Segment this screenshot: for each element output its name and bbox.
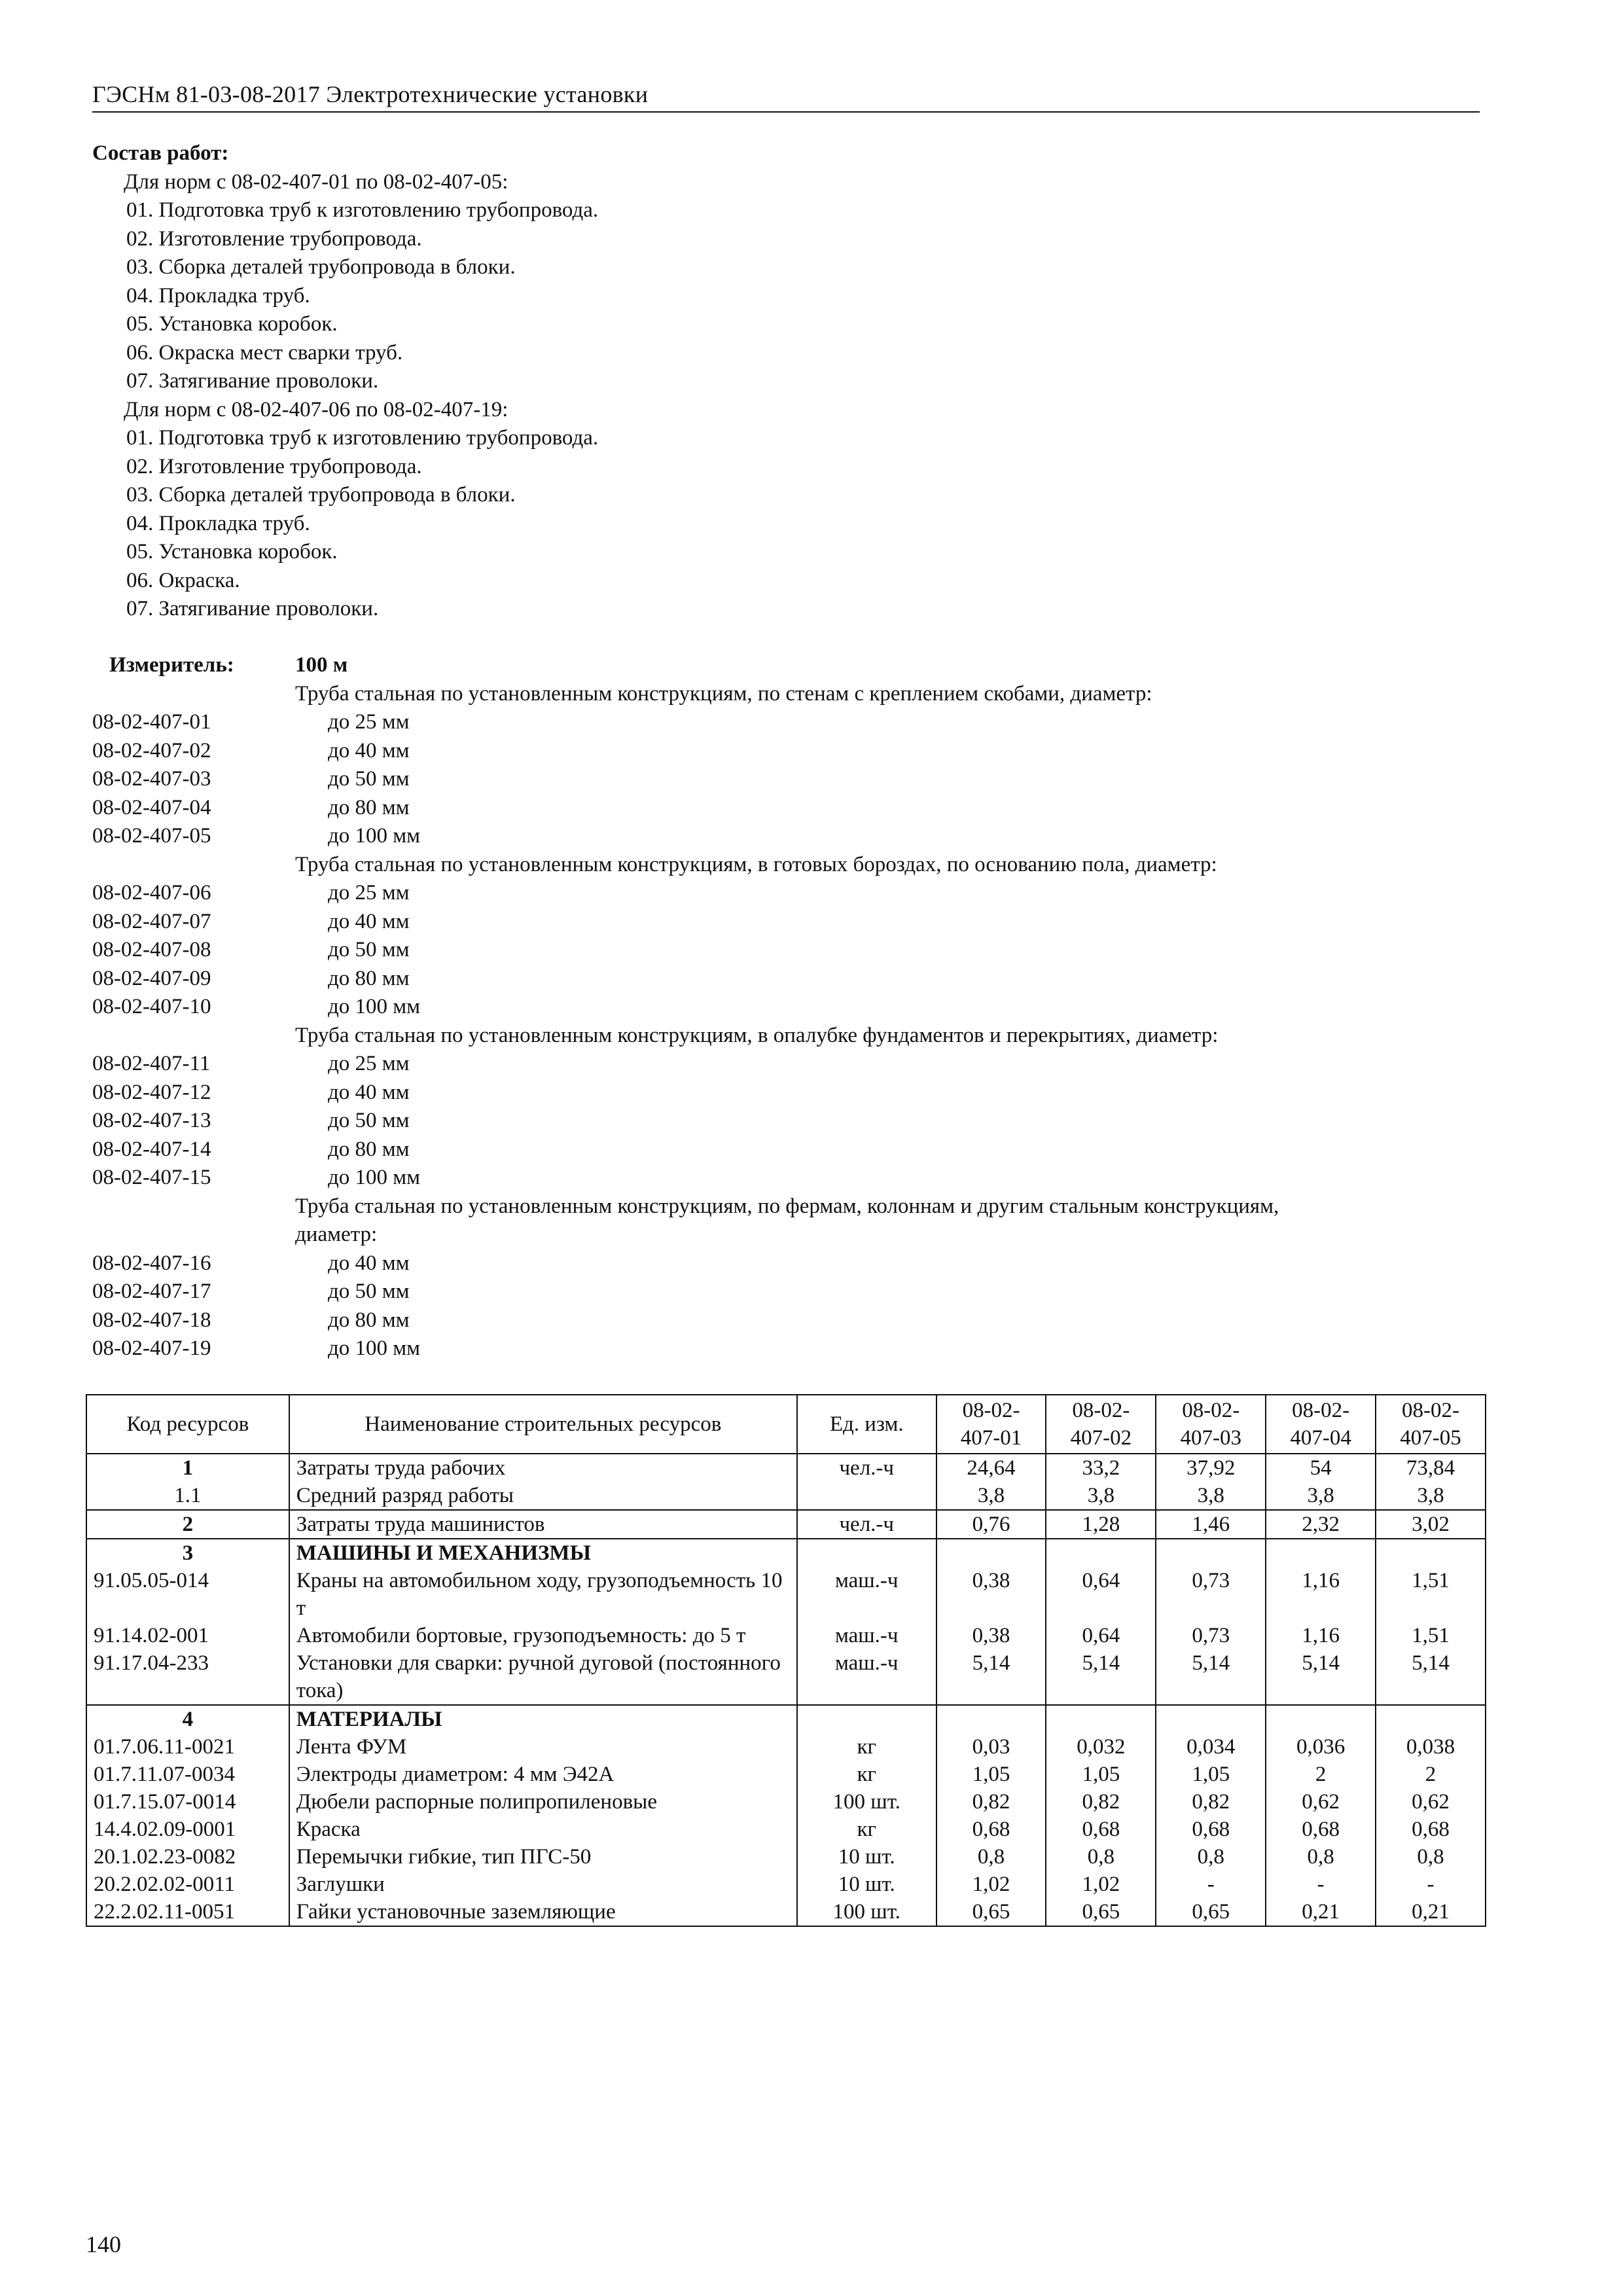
resource-value: 3,8	[1376, 1482, 1486, 1510]
resource-value: 0,21	[1266, 1898, 1376, 1926]
norm-row	[92, 1107, 1480, 1136]
resource-value: 0,64	[1046, 1622, 1156, 1649]
norm-row	[92, 965, 1480, 994]
resource-name: МАТЕРИАЛЫ	[289, 1705, 797, 1733]
resources-table	[86, 1394, 1486, 1927]
resources-body	[86, 1454, 1486, 1926]
work-step: 06. Окраска.	[126, 568, 240, 592]
resource-value: 0,8	[936, 1843, 1046, 1871]
resource-value: 0,8	[1376, 1843, 1486, 1871]
resource-value	[1046, 1539, 1156, 1567]
resource-value	[1266, 1705, 1376, 1733]
resource-value	[936, 1539, 1046, 1567]
work-step: 06. Окраска мест сварки труб.	[126, 340, 403, 365]
norm-code: 08-02-407-05	[92, 824, 211, 848]
resource-value	[1266, 1539, 1376, 1567]
resource-value: 0,82	[1046, 1788, 1156, 1816]
work-step: 07. Затягивание проволоки.	[126, 597, 379, 620]
table-row	[86, 1871, 1486, 1898]
resource-code: 4	[86, 1705, 289, 1733]
norm-code: 08-02-407-19	[92, 1336, 211, 1360]
norm-code: 08-02-407-18	[92, 1308, 211, 1332]
norm-code: 08-02-407-11	[92, 1052, 211, 1075]
resource-unit: кг	[797, 1761, 936, 1788]
resource-value: 2	[1266, 1761, 1376, 1788]
norm-row	[92, 708, 1480, 737]
resource-value	[1156, 1539, 1266, 1567]
resource-unit: 10 шт.	[797, 1871, 936, 1898]
resource-name: Заглушки	[289, 1871, 797, 1898]
resource-value: 0,8	[1156, 1843, 1266, 1871]
resource-value: 0,82	[1156, 1788, 1266, 1816]
resource-name: Краны на автомобильном ходу, грузоподъемность 10 т	[289, 1567, 797, 1622]
resource-unit: 100 шт.	[797, 1898, 936, 1926]
measure-group-spacer	[92, 680, 295, 709]
resource-code: 01.7.11.07-0034	[86, 1761, 289, 1788]
norm-diameter: до 50 мм	[328, 938, 410, 961]
norm-diameter: до 50 мм	[328, 1109, 410, 1132]
resource-code: 91.05.05-014	[86, 1567, 289, 1622]
work-composition	[92, 139, 1480, 624]
work-step: 02. Изготовление трубопровода.	[126, 226, 422, 251]
table-row	[86, 1567, 1486, 1622]
resource-value: 0,65	[1156, 1898, 1266, 1926]
norm-diameter: до 25 мм	[328, 881, 410, 905]
resource-value: 0,032	[1046, 1733, 1156, 1761]
header-norm-5: 08-02- 407-05	[1376, 1395, 1486, 1454]
resource-unit: маш.-ч	[797, 1649, 936, 1705]
measure-unit-row	[92, 651, 1480, 680]
resource-value: 3,8	[1156, 1482, 1266, 1510]
resource-value: 0,64	[1046, 1567, 1156, 1622]
work-step: 05. Установка коробок.	[126, 312, 338, 336]
header-norm-3: 08-02- 407-03	[1156, 1395, 1266, 1454]
resource-value: 1,02	[1046, 1871, 1156, 1898]
norm-diameter: до 80 мм	[328, 1308, 410, 1332]
document-title: ГЭСНм 81-03-08-2017 Электротехнические установки	[92, 81, 649, 107]
norm-row	[92, 765, 1480, 794]
norm-row	[92, 1050, 1480, 1079]
resource-name: Гайки установочные заземляющие	[289, 1898, 797, 1926]
norm-diameter: до 40 мм	[328, 738, 410, 762]
resource-value: 0,68	[1046, 1816, 1156, 1843]
resource-value: 1,05	[936, 1761, 1046, 1788]
resource-value: 0,65	[1046, 1898, 1156, 1926]
resource-value: 0,76	[936, 1510, 1046, 1539]
norm-diameter: до 25 мм	[328, 1052, 410, 1075]
work-step: 04. Прокладка труб.	[126, 283, 310, 308]
table-row	[86, 1539, 1486, 1567]
measure-group-title-row	[92, 680, 1480, 709]
resource-name: Перемычки гибкие, тип ПГС-50	[289, 1843, 797, 1871]
resource-name: Автомобили бортовые, грузоподъемность: до 5 т	[289, 1622, 797, 1649]
norm-row	[92, 1136, 1480, 1164]
header-norm-1: 08-02- 407-01	[936, 1395, 1046, 1454]
table-row	[86, 1622, 1486, 1649]
measure-group-title-cont: диаметр:	[295, 1223, 378, 1246]
resource-code: 91.14.02-001	[86, 1622, 289, 1649]
resource-code: 1.1	[86, 1482, 289, 1510]
page-header	[92, 79, 1480, 113]
table-row	[86, 1510, 1486, 1539]
resource-name: Средний разряд работы	[289, 1482, 797, 1510]
resource-value: 0,036	[1266, 1733, 1376, 1761]
norm-code: 08-02-407-01	[92, 710, 211, 734]
measure-group-spacer	[92, 1022, 295, 1050]
resource-name: Установки для сварки: ручной дуговой (постоянного тока)	[289, 1649, 797, 1705]
resource-unit	[797, 1482, 936, 1510]
resource-unit	[797, 1539, 936, 1567]
table-row	[86, 1454, 1486, 1482]
norm-row	[92, 1306, 1480, 1335]
resource-value: 5,14	[1266, 1649, 1376, 1705]
resource-value: 2	[1376, 1761, 1486, 1788]
resource-value: 0,038	[1376, 1733, 1486, 1761]
resource-unit	[797, 1705, 936, 1733]
resource-value: 1,05	[1046, 1761, 1156, 1788]
resource-unit: 100 шт.	[797, 1788, 936, 1816]
resource-value: 5,14	[1046, 1649, 1156, 1705]
measure-group-title-row	[92, 1193, 1480, 1221]
norm-code: 08-02-407-17	[92, 1280, 211, 1303]
measure-group-title: Труба стальная по установленным конструкциям, в готовых бороздах, по основанию пола, диаметр:	[295, 852, 1217, 876]
norm-row	[92, 737, 1480, 766]
work-step: 05. Установка коробок.	[126, 540, 338, 564]
resource-value: 3,8	[1046, 1482, 1156, 1510]
norm-code: 08-02-407-07	[92, 909, 211, 933]
resource-value: 0,21	[1376, 1898, 1486, 1926]
resource-value: 54	[1266, 1454, 1376, 1482]
resource-unit: маш.-ч	[797, 1622, 936, 1649]
measure-group-title-row	[92, 1022, 1480, 1050]
norm-code: 08-02-407-04	[92, 795, 211, 819]
work-step: 01. Подготовка труб к изготовлению трубопровода.	[126, 426, 599, 450]
norm-row	[92, 794, 1480, 823]
resource-code: 1	[86, 1454, 289, 1482]
resource-value: 0,68	[936, 1816, 1046, 1843]
resource-name: Краска	[289, 1816, 797, 1843]
norm-row	[92, 1335, 1480, 1363]
work-step: 02. Изготовление трубопровода.	[126, 454, 422, 478]
norm-code: 08-02-407-02	[92, 738, 211, 762]
header-unit: Ед. изм.	[797, 1395, 936, 1454]
resource-value: 0,62	[1376, 1788, 1486, 1816]
norm-row	[92, 993, 1480, 1022]
resource-code: 2	[86, 1510, 289, 1539]
resource-value: 5,14	[936, 1649, 1046, 1705]
resource-value: 0,034	[1156, 1733, 1266, 1761]
resource-value: 5,14	[1156, 1649, 1266, 1705]
norm-row	[92, 879, 1480, 908]
measure-group-spacer	[92, 851, 295, 880]
norm-diameter: до 50 мм	[328, 767, 410, 791]
norm-code: 08-02-407-13	[92, 1109, 211, 1132]
measure-group-title: Труба стальная по установленным конструкциям, по фермам, колоннам и другим стальным конструкциям,	[295, 1194, 1279, 1218]
work-step: 03. Сборка деталей трубопровода в блоки.	[126, 483, 516, 507]
norm-diameter: до 40 мм	[328, 1251, 410, 1275]
header-code: Код ресурсов	[86, 1395, 289, 1454]
measure-group-title-row	[92, 851, 1480, 880]
resource-value: 1,51	[1376, 1567, 1486, 1622]
resource-value: 3,8	[1266, 1482, 1376, 1510]
resource-value: 0,73	[1156, 1567, 1266, 1622]
resource-value: 33,2	[1046, 1454, 1156, 1482]
resource-code: 20.2.02.02-0011	[86, 1871, 289, 1898]
resource-value	[936, 1705, 1046, 1733]
resource-name: Электроды диаметром: 4 мм Э42А	[289, 1761, 797, 1788]
work-step: 01. Подготовка труб к изготовлению трубопровода.	[126, 198, 599, 222]
norm-code: 08-02-407-03	[92, 767, 211, 791]
resource-code: 3	[86, 1539, 289, 1567]
resource-value: 0,62	[1266, 1788, 1376, 1816]
resource-value: 0,68	[1156, 1816, 1266, 1843]
resource-value	[1376, 1539, 1486, 1567]
resource-value	[1376, 1705, 1486, 1733]
resource-value: 1,28	[1046, 1510, 1156, 1539]
resource-value: 0,73	[1156, 1622, 1266, 1649]
header-norm-2: 08-02- 407-02	[1046, 1395, 1156, 1454]
norm-row	[92, 1278, 1480, 1306]
resource-value: 1,46	[1156, 1510, 1266, 1539]
table-row	[86, 1733, 1486, 1761]
resource-value: 0,8	[1266, 1843, 1376, 1871]
norm-row	[92, 1079, 1480, 1107]
resource-name: Дюбели распорные полипропиленовые	[289, 1788, 797, 1816]
table-row	[86, 1761, 1486, 1788]
resource-code: 01.7.06.11-0021	[86, 1733, 289, 1761]
resource-value: 1,02	[936, 1871, 1046, 1898]
table-row	[86, 1898, 1486, 1926]
table-row	[86, 1816, 1486, 1843]
resource-value: 2,32	[1266, 1510, 1376, 1539]
resource-value: 0,38	[936, 1622, 1046, 1649]
norm-row	[92, 908, 1480, 937]
resource-unit: 10 шт.	[797, 1843, 936, 1871]
header-norm-4: 08-02- 407-04	[1266, 1395, 1376, 1454]
resource-value: 0,38	[936, 1567, 1046, 1622]
measure-section	[92, 651, 1480, 1363]
norm-diameter: до 80 мм	[328, 966, 410, 990]
resource-value: 3,02	[1376, 1510, 1486, 1539]
measure-group-title: Труба стальная по установленным конструкциям, в опалубке фундаментов и перекрытиях, диаметр:	[295, 1023, 1219, 1047]
norm-diameter: до 80 мм	[328, 795, 410, 819]
resource-value: 0,68	[1376, 1816, 1486, 1843]
norm-diameter: до 100 мм	[328, 1336, 421, 1360]
resource-value: 0,68	[1266, 1816, 1376, 1843]
resource-value: -	[1266, 1871, 1376, 1898]
measure-unit: 100 м	[295, 653, 348, 677]
measure-group-spacer	[92, 1221, 295, 1249]
work-range: Для норм с 08-02-407-01 по 08-02-407-05:	[124, 170, 508, 194]
measure-group-title: Труба стальная по установленным конструкциям, по стенам с креплением скобами, диаметр:	[295, 681, 1152, 706]
norm-code: 08-02-407-15	[92, 1166, 211, 1189]
measure-group-spacer	[92, 1193, 295, 1221]
resource-value	[1046, 1705, 1156, 1733]
resource-value	[1156, 1705, 1266, 1733]
resource-value: 73,84	[1376, 1454, 1486, 1482]
norm-row	[92, 936, 1480, 965]
work-step: 04. Прокладка труб.	[126, 511, 310, 535]
resource-value: 5,14	[1376, 1649, 1486, 1705]
resource-code: 20.1.02.23-0082	[86, 1843, 289, 1871]
table-row	[86, 1482, 1486, 1510]
work-range: Для норм с 08-02-407-06 по 08-02-407-19:	[124, 397, 508, 422]
table-header-row	[86, 1395, 1486, 1454]
resource-code: 01.7.15.07-0014	[86, 1788, 289, 1816]
norm-code: 08-02-407-14	[92, 1137, 211, 1161]
resource-code: 91.17.04-233	[86, 1649, 289, 1705]
resource-value: -	[1156, 1871, 1266, 1898]
resource-value: 1,05	[1156, 1761, 1266, 1788]
resource-value: 37,92	[1156, 1454, 1266, 1482]
resource-code: 22.2.02.11-0051	[86, 1898, 289, 1926]
measure-label: Измеритель:	[109, 653, 234, 677]
norm-code: 08-02-407-12	[92, 1080, 211, 1104]
norm-diameter: до 50 мм	[328, 1280, 410, 1303]
resource-unit: кг	[797, 1816, 936, 1843]
table-row	[86, 1843, 1486, 1871]
resource-value: 24,64	[936, 1454, 1046, 1482]
work-composition-heading: Состав работ:	[92, 141, 229, 165]
table-row	[86, 1705, 1486, 1733]
norm-code: 08-02-407-06	[92, 881, 211, 905]
resource-value: 1,16	[1266, 1567, 1376, 1622]
norm-row	[92, 1249, 1480, 1278]
norm-diameter: до 100 мм	[328, 1166, 421, 1189]
resource-value: -	[1376, 1871, 1486, 1898]
norm-diameter: до 40 мм	[328, 909, 410, 933]
page-number: 140	[86, 2231, 121, 2257]
work-step: 07. Затягивание проволоки.	[126, 369, 379, 393]
resource-code: 14.4.02.09-0001	[86, 1816, 289, 1843]
norm-row	[92, 822, 1480, 851]
resource-name: Лента ФУМ	[289, 1733, 797, 1761]
resource-value: 0,82	[936, 1788, 1046, 1816]
norm-diameter: до 25 мм	[328, 710, 410, 734]
norm-diameter: до 80 мм	[328, 1137, 410, 1161]
resource-value: 3,8	[936, 1482, 1046, 1510]
resource-value: 1,16	[1266, 1622, 1376, 1649]
norm-code: 08-02-407-10	[92, 995, 211, 1018]
resource-unit: чел.-ч	[797, 1454, 936, 1482]
norm-diameter: до 100 мм	[328, 824, 421, 848]
norm-row	[92, 1164, 1480, 1193]
table-row	[86, 1788, 1486, 1816]
norm-code: 08-02-407-16	[92, 1251, 211, 1275]
resource-value: 0,65	[936, 1898, 1046, 1926]
norm-diameter: до 40 мм	[328, 1080, 410, 1104]
resource-name: Затраты труда рабочих	[289, 1454, 797, 1482]
resource-name: Затраты труда машинистов	[289, 1510, 797, 1539]
work-step: 03. Сборка деталей трубопровода в блоки.	[126, 255, 516, 279]
resource-unit: маш.-ч	[797, 1567, 936, 1622]
resource-unit: чел.-ч	[797, 1510, 936, 1539]
norm-code: 08-02-407-09	[92, 966, 211, 990]
table-row	[86, 1649, 1486, 1705]
norm-code: 08-02-407-08	[92, 938, 211, 961]
norm-diameter: до 100 мм	[328, 995, 421, 1018]
header-name: Наименование строительных ресурсов	[289, 1395, 797, 1454]
measure-group-title-row	[92, 1221, 1480, 1249]
resource-unit: кг	[797, 1733, 936, 1761]
resource-value: 1,51	[1376, 1622, 1486, 1649]
resource-value: 0,8	[1046, 1843, 1156, 1871]
resource-name: МАШИНЫ И МЕХАНИЗМЫ	[289, 1539, 797, 1567]
resource-value: 0,03	[936, 1733, 1046, 1761]
